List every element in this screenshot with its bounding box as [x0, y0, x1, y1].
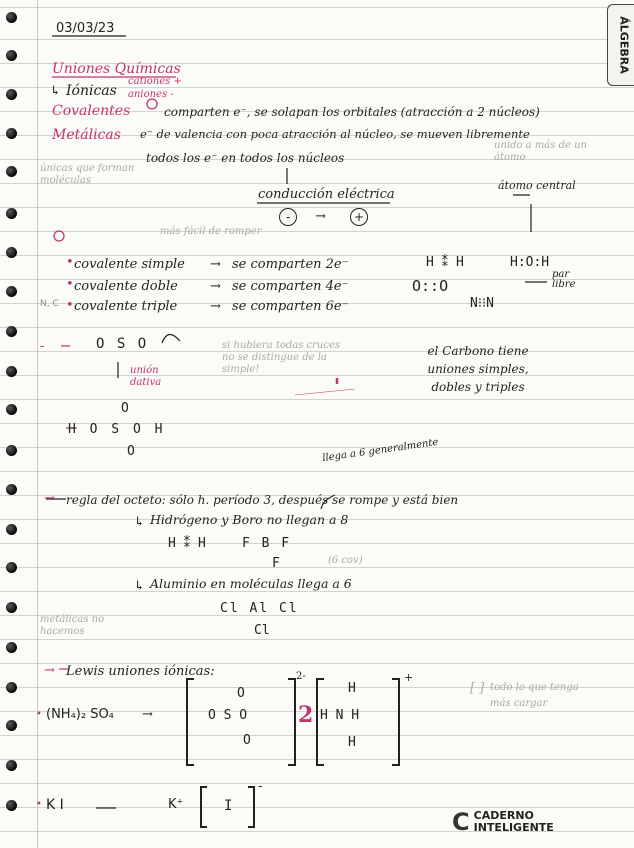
double-bond-text: se comparten 4e⁻ — [232, 279, 349, 294]
bullet-icon: • — [66, 277, 74, 292]
ammonium-top: H — [348, 681, 356, 696]
dash-mark: - — [40, 339, 45, 354]
brand-logo-icon: C — [452, 808, 470, 836]
h2-lewis: H ⁑ H — [426, 255, 464, 270]
bullet-icon: • — [66, 255, 74, 270]
hb-text: Hidrógeno y Boro no llegan a 8 — [150, 512, 349, 527]
ionic-label: Iónicas — [66, 83, 117, 99]
h2o-lewis: H:O:H — [510, 255, 550, 270]
brand-logo — [452, 808, 554, 836]
anions-note: aniones - — [128, 89, 174, 100]
covalent-text: comparten e⁻, se solapan los orbitales (atracción a 2 núcleos) — [164, 105, 540, 119]
brand-line2: INTELIGENTE — [473, 821, 554, 834]
ammonium-bottom: H — [348, 735, 356, 750]
n2-lewis: N⁝⁝N — [470, 296, 494, 311]
sulfate-mid: O S O — [208, 708, 248, 723]
bf3-bottom: F — [272, 556, 280, 571]
ammonium-coefficient: 2 — [298, 702, 314, 728]
triple-bond-label: covalente triple — [74, 299, 178, 314]
simple-bond-label: covalente simple — [74, 257, 185, 272]
sulfate-bottom: O — [243, 733, 251, 748]
dative-label: unión dativa — [130, 365, 162, 388]
hollow-note: si hubiera todas cruces no se distingue de la simple! — [222, 340, 341, 375]
carbon-note: el Carbono tiene uniones simples, dobles y triples — [427, 344, 529, 394]
bullet-icon: • — [66, 298, 74, 313]
margin-atoms: N, C — [40, 299, 59, 309]
ammonium-bracket-right — [392, 678, 400, 766]
double-bond-label: covalente doble — [74, 279, 178, 294]
sulfate-bracket-right — [288, 678, 296, 766]
arrow-icon: → — [44, 663, 55, 678]
triple-bond-text: se comparten 6e⁻ — [232, 299, 349, 314]
lone-pair-note: par libre — [552, 269, 576, 290]
conduction-label: conducción eléctrica — [258, 187, 395, 202]
simple-bond-text: se comparten 2e⁻ — [232, 257, 349, 272]
h2so4-top-o: O — [121, 401, 129, 416]
ammonium-charge: + — [404, 671, 414, 684]
arrow-icon: ↳ — [134, 579, 145, 594]
arrow-icon: → — [315, 209, 326, 224]
page-date: 03/03/23 — [56, 21, 115, 36]
h2so4-lewis: H O S O H — [68, 422, 166, 437]
brand-line1: CADERNO — [473, 809, 534, 822]
bf3-tag: (6 cov) — [328, 555, 363, 566]
section-title: Uniones Químicas — [52, 61, 181, 77]
sulfate-charge: 2- — [296, 671, 306, 682]
bullet-icon: • — [36, 799, 42, 810]
iodide-bracket-left — [200, 786, 207, 828]
arrow-icon: → — [210, 299, 221, 314]
metallic-text: e⁻ de valencia con poca atracción al núcleo, se mueven libremente — [140, 127, 530, 141]
arrow-icon: → — [142, 707, 153, 722]
iodide-charge: - — [258, 779, 263, 794]
right-note: todo lo que tenga más cargar — [490, 682, 579, 709]
iodide-bracket-right — [248, 786, 255, 828]
aluminium-text: Aluminio en moléculas llega a 6 — [150, 576, 352, 591]
central-atom-note: átomo central — [498, 179, 576, 192]
easier-note: más fácil de romper — [160, 226, 262, 237]
metallic-sub: todos los e⁻ en todos los núcleos — [146, 151, 345, 165]
o2-lewis: O::O — [412, 277, 449, 295]
covalent-label: Covalentes — [52, 103, 131, 119]
bf3-top: F B F — [242, 536, 292, 551]
alcl3-top: Cl Al Cl — [220, 601, 299, 616]
lewis-title: Lewis uniones iónicas: — [66, 664, 215, 679]
potassium-ion: K⁺ — [168, 797, 184, 812]
compound-formula: (NH₄)₂ SO₄ — [46, 707, 114, 722]
plus-circle: + — [350, 208, 368, 226]
minus-circle: - — [279, 208, 297, 226]
bullet-icon: • — [36, 709, 42, 720]
h2so4-bottom-o: O — [127, 444, 135, 459]
arrow-icon: → — [210, 257, 221, 272]
ionic-arrow-icon: ↳ — [50, 84, 61, 99]
side-note-left: únicas que forman moléculas — [40, 163, 135, 186]
iodide-symbol: I — [224, 798, 233, 814]
metallic-label: Metálicas — [52, 127, 121, 143]
metallic-note: metálicas no hacemos — [40, 614, 105, 637]
side-note-right: unido a más de un átomo — [494, 140, 587, 163]
ki-formula: K I — [46, 797, 64, 813]
alcl3-bottom: Cl — [254, 623, 270, 638]
octet-rule: regla del octeto: sólo h. período 3, después se rompe y está bien — [66, 493, 459, 507]
arrow-icon: ↳ — [134, 515, 145, 530]
cations-note: cationes + — [128, 76, 182, 87]
empty-box-icon: [ ] — [470, 681, 485, 696]
arrow-icon: → — [44, 491, 55, 506]
subject-tab-label: ÁLGEBRA — [617, 16, 631, 74]
sulfate-top: O — [237, 686, 245, 701]
arrow-icon: → — [210, 279, 221, 294]
reaches-six-note: llega a 6 generalmente — [321, 436, 440, 465]
h2-octet: H ⁑ H — [168, 536, 206, 551]
so2-lewis: O S O — [96, 336, 149, 352]
sulfate-bracket-left — [186, 678, 194, 766]
ammonium-mid: H N H — [320, 708, 360, 723]
